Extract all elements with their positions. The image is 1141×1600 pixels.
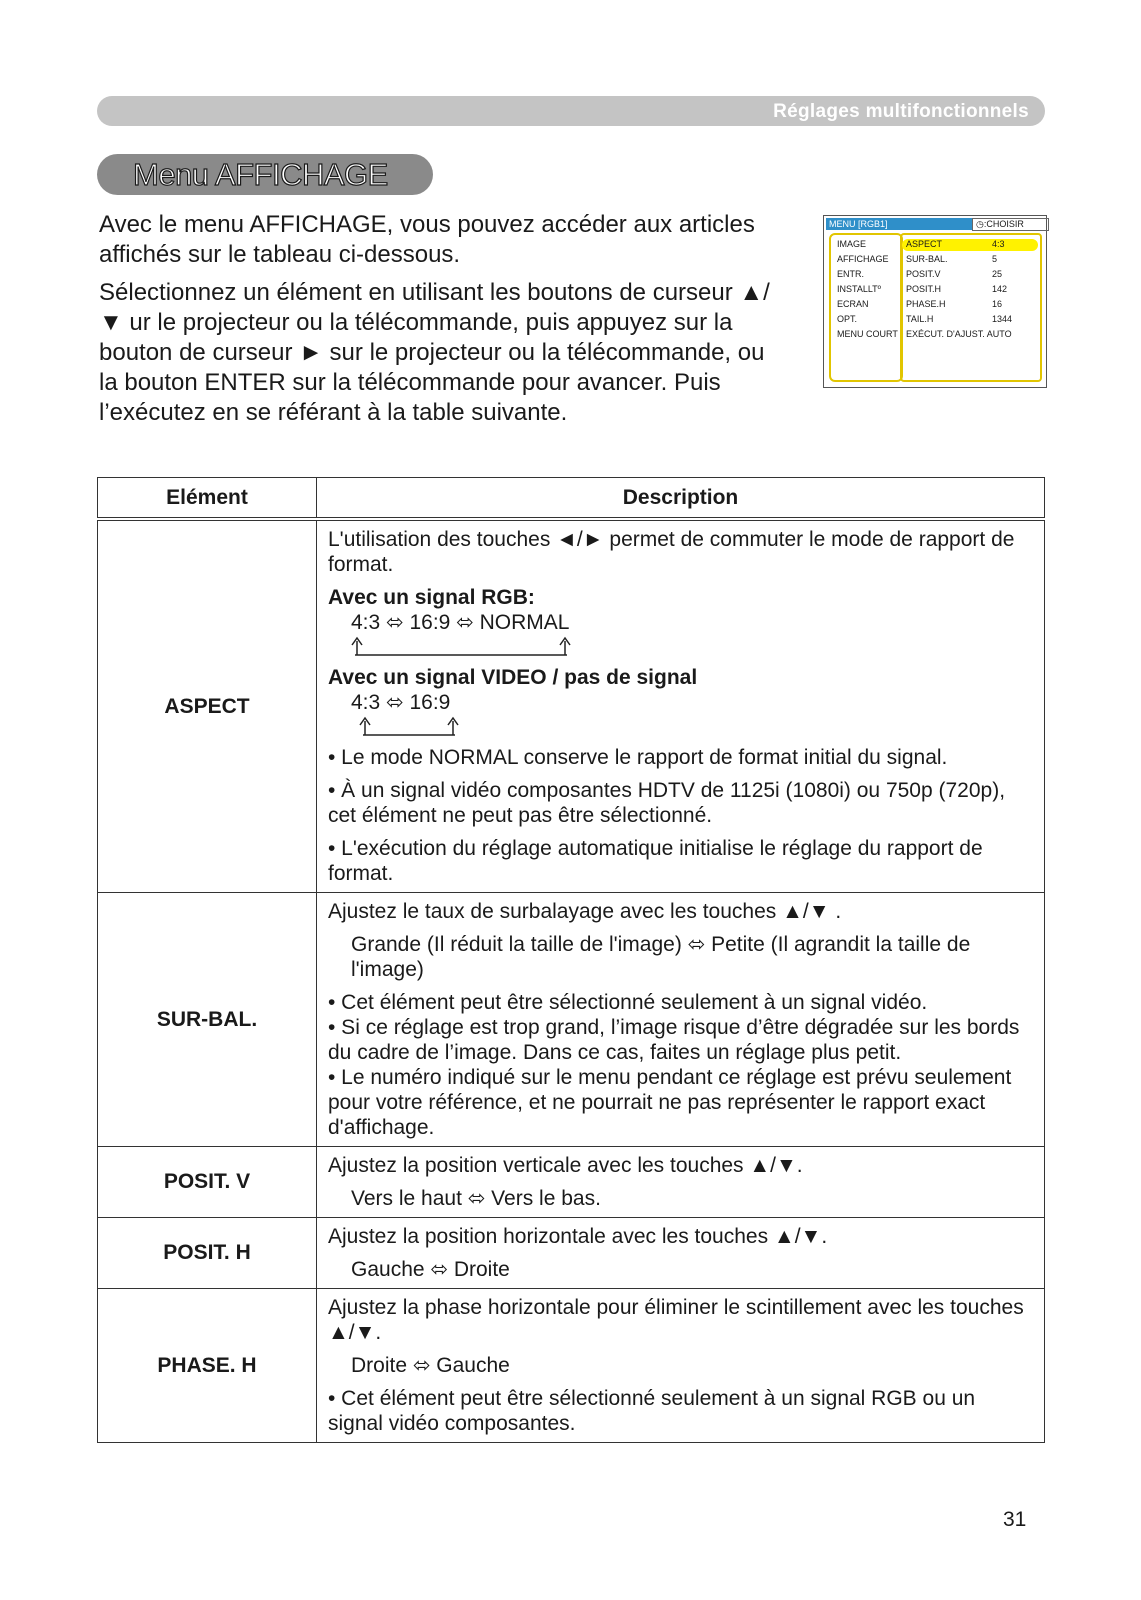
element-surbal: SUR-BAL. [98,893,317,1147]
osd-left-item: ECRAN [837,299,869,309]
osd-right-value: 1344 [992,314,1013,324]
description-positv [317,1147,1045,1218]
table-row-posith [98,1218,1045,1289]
element-posith: POSIT. H [98,1218,317,1289]
osd-choose-label: :CHOISIR [983,219,1024,229]
osd-left-item: IMAGE [837,239,867,249]
osd-right-label: PHASE.H [906,299,946,309]
aspect-intro: L'utilisation des touches ◄/► permet de commuter le mode de rapport de format. [328,528,1015,576]
element-aspect: ASPECT [98,519,317,893]
table-row-surbal [98,893,1045,1147]
osd-right-value: 25 [992,269,1003,279]
osd-menu-screenshot [823,215,1047,388]
loop-arrow-icon [351,635,571,657]
osd-right-value: 5 [992,254,998,264]
osd-right-label: EXÉCUT. D'AJUST. AUTO [906,329,1012,339]
table-row-phaseh [98,1289,1045,1443]
osd-right-value: 142 [992,284,1008,294]
aspect-rgb-cycle: 4:3 ⬄ 16:9 ⬄ NORMAL [351,611,570,634]
intro-paragraph-1: Avec le menu AFFICHAGE, vous pouvez accéder aux articles affichés sur le tableau ci-dessous. [99,211,755,268]
osd-right-label: SUR-BAL. [906,254,948,264]
aspect-note-3: • L'exécution du réglage automatique initialise le réglage du rapport de format. [328,837,983,885]
phaseh-note-1: • Cet élément peut être sélectionné seulement à un signal RGB ou un signal vidéo composantes. [328,1387,976,1435]
osd-right-label: POSIT.H [906,284,942,294]
osd-left-panel [829,233,903,382]
description-aspect [317,519,1045,893]
description-posith [317,1218,1045,1289]
aspect-rgb-heading: Avec un signal RGB: [328,586,535,609]
osd-choose-hint [972,218,1049,231]
osd-right-panel [900,233,1042,382]
posith-range: Gauche ⬄ Droite [351,1258,510,1281]
header-description: Description [317,478,1045,520]
settings-table [97,477,1045,1477]
osd-left-item: INSTALLTº [837,284,881,294]
aspect-video-heading: Avec un signal VIDEO / pas de signal [328,666,698,689]
positv-intro: Ajustez la position verticale avec les touches ▲/▼. [328,1154,803,1177]
phaseh-intro: Ajustez la phase horizontale pour éliminer le scintillement avec les touches ▲/▼. [328,1296,1024,1344]
aspect-note-1: • Le mode NORMAL conserve le rapport de format initial du signal. [328,746,948,769]
osd-left-item: AFFICHAGE [837,254,889,264]
header-element: Elément [98,478,317,520]
osd-left-item: OPT. [837,314,858,324]
surbal-intro: Ajustez le taux de surbalayage avec les touches ▲/▼ . [328,900,842,923]
element-phaseh: PHASE. H [98,1289,317,1443]
description-phaseh [317,1289,1045,1443]
description-surbal [317,893,1045,1147]
positv-range: Vers le haut ⬄ Vers le bas. [351,1187,601,1210]
phaseh-range: Droite ⬄ Gauche [351,1354,510,1377]
osd-title: MENU [RGB1] [826,218,973,230]
menu-title-pill [97,154,433,195]
aspect-video-cycle: 4:3 ⬄ 16:9 [351,691,451,714]
surbal-note-1: • Cet élément peut être sélectionné seulement à un signal vidéo. [328,991,928,1014]
osd-right-value: 4:3 [992,239,1005,249]
menu-title: Menu AFFICHAGE [133,157,388,192]
surbal-note-2: • Si ce réglage est trop grand, l’image risque d’être dégradée sur les bords du cadre de l’image. Dans ce cas, faites un réglage plus petit. [328,1016,1020,1064]
aspect-note-2: • À un signal vidéo composantes HDTV de 1125i (1080i) ou 750p (720p), cet élément ne peut pas être sélectionné. [328,779,1006,827]
element-positv: POSIT. V [98,1147,317,1218]
osd-right-label: POSIT.V [906,269,941,279]
osd-right-value: 16 [992,299,1003,309]
table-row-aspect [98,519,1045,893]
osd-left-item: MENU COURT [837,329,898,339]
intro-paragraph-2: Sélectionnez un élément en utilisant les boutons de curseur ▲/▼ ur le projecteur ou la télécommande, puis appuyez sur la bouton de curseur ► sur le projecteur ou la télécommande, ou la bouton ENTER sur la télécommande pour avancer. Puis l’exécutez en se référant à la table suivante. [99,279,770,426]
surbal-note-3: • Le numéro indiqué sur le menu pendant ce réglage est prévu seulement pour votre référence, et ne pourrait ne pas représenter le rapport exact d'affichage. [328,1066,1012,1139]
osd-left-item: ENTR. [837,269,864,279]
page-number: 31 [1003,1508,1027,1531]
surbal-range: Grande (Il réduit la taille de l'image) ⬄ Petite (Il agrandit la taille de l'image) [351,933,971,981]
section-title: Réglages multifonctionnels [773,101,1029,122]
posith-intro: Ajustez la position horizontale avec les touches ▲/▼. [328,1225,828,1248]
osd-right-label: TAIL.H [906,314,934,324]
section-header-bar [97,96,1045,126]
intro-text [99,210,789,436]
dial-icon: ◷ [976,219,984,229]
table-row-positv [98,1147,1045,1218]
osd-right-label: ASPECT [906,239,943,249]
loop-arrow-icon [351,715,461,737]
